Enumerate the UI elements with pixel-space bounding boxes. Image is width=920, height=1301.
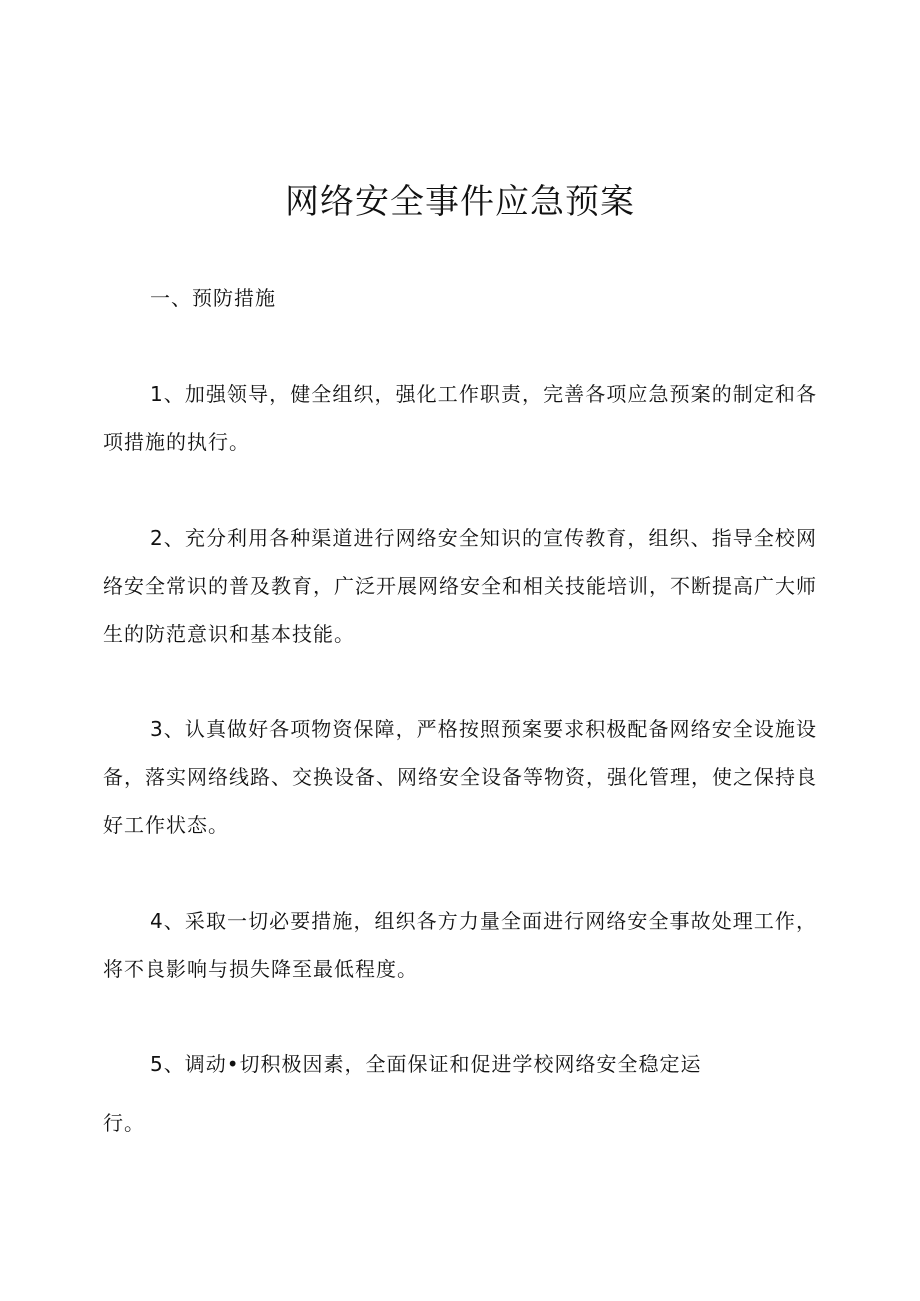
section-heading: 一、预防措施 [150, 286, 276, 310]
paragraph-2: 2、充分利用各种渠道进行网络安全知识的宣传教育，组织、指导全校网络安全常识的普及教育，广泛开展网络安全和相关技能培训，不断提高广大师生的防范意识和基本技能。 [103, 526, 817, 646]
document-title: 网络安全事件应急预案 [285, 182, 635, 222]
paragraph-5: 5、调动•切积极因素，全面保证和促进学校网络安全稳定运 [150, 1052, 702, 1076]
paragraph-4: 4、采取一切必要措施，组织各方力量全面进行网络安全事故处理工作，将不良影响与损失降至最低程度。 [103, 909, 817, 981]
paragraph-3: 3、认真做好各项物资保障，严格按照预案要求积极配备网络安全设施设备，落实网络线路、交换设备、网络安全设备等物资，强化管理，使之保持良好工作状态。 [103, 717, 817, 837]
paragraph-1: 1、加强领导，健全组织，强化工作职责，完善各项应急预案的制定和各项措施的执行。 [103, 382, 817, 454]
paragraph-5-continuation: 行。 [103, 1111, 145, 1135]
